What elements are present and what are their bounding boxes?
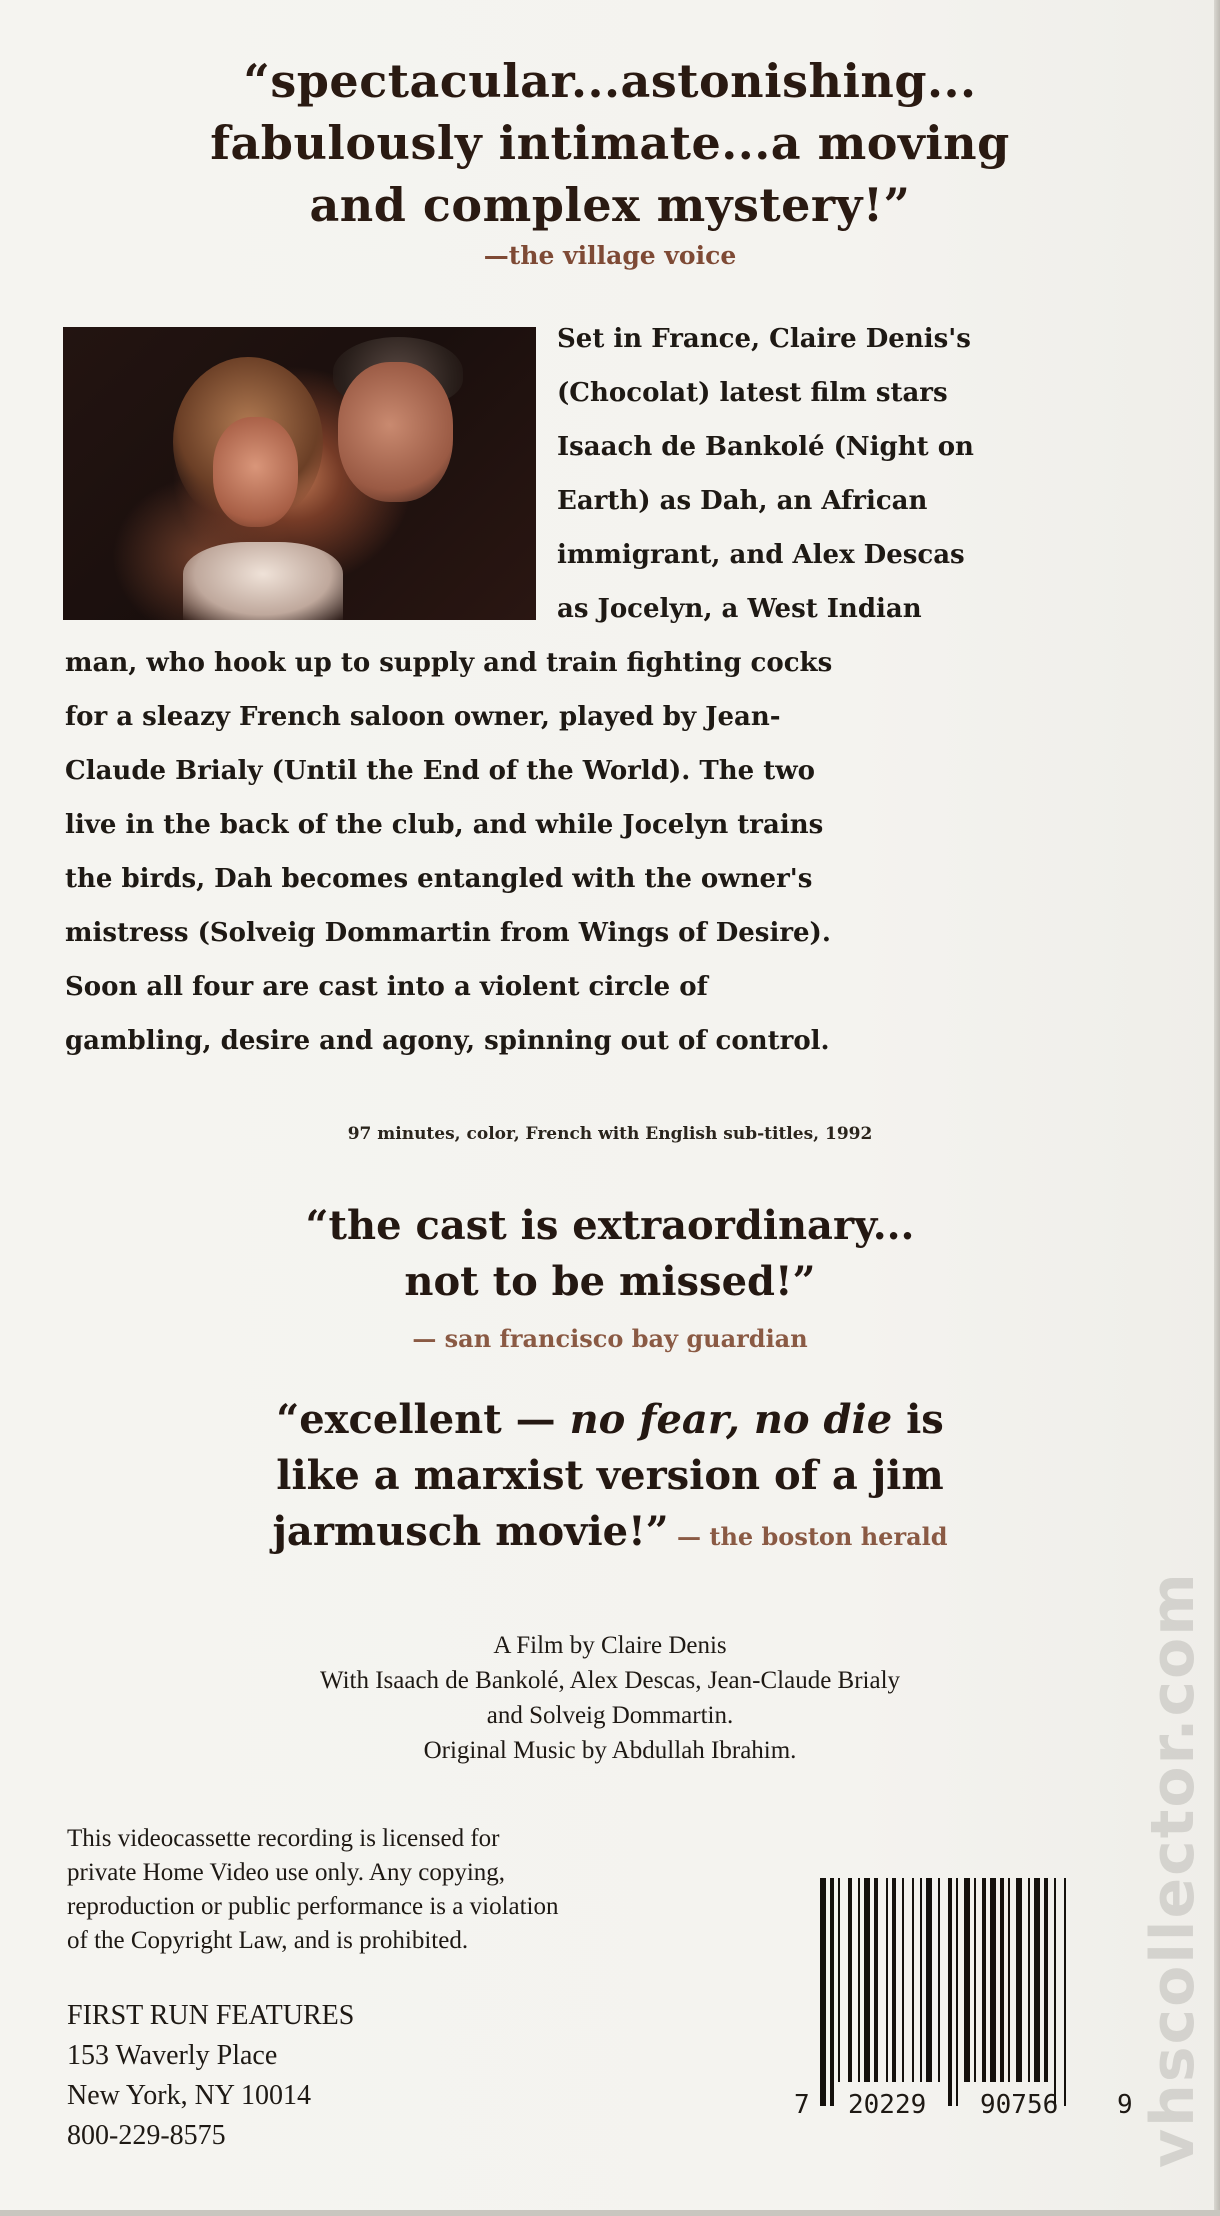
address-line: 153 Waverly Place bbox=[67, 2040, 278, 2071]
license-line: reproduction or public performance is a violation bbox=[67, 1893, 559, 1920]
credit-line: A Film by Claire Denis bbox=[493, 1632, 727, 1659]
watermark-logo: vhscollector.com bbox=[1138, 1571, 1208, 2169]
quote-line: and complex mystery!” bbox=[309, 178, 911, 232]
barcode-bar bbox=[858, 1878, 860, 2082]
distributor-address bbox=[67, 1996, 667, 2156]
quote-text: “excellent — bbox=[276, 1396, 570, 1443]
credit-line: Original Music by Abdullah Ibrahim. bbox=[423, 1737, 797, 1764]
quote-source: — the boston herald bbox=[668, 1522, 948, 1551]
film-credits bbox=[0, 1628, 1220, 1768]
quote-line: “the cast is extraordinary... bbox=[305, 1202, 915, 1249]
cover-edge bbox=[1214, 0, 1220, 2216]
upc-digits bbox=[790, 2090, 1133, 2130]
quote-text: is bbox=[892, 1396, 944, 1443]
quote-source: —the village voice bbox=[483, 241, 737, 270]
license-notice bbox=[67, 1822, 827, 1958]
cover-edge bbox=[0, 2210, 1220, 2216]
barcode-bar bbox=[1008, 1878, 1010, 2082]
synopsis-line: Earth) as Dah, an African bbox=[557, 486, 928, 516]
synopsis-line: live in the back of the club, and while Jocelyn trains bbox=[65, 810, 824, 840]
barcode-bar bbox=[1000, 1878, 1004, 2082]
quote-line: fabulously intimate...a moving bbox=[210, 116, 1010, 170]
barcode-bar bbox=[1034, 1878, 1040, 2082]
upc-digit-group: 90756 bbox=[980, 2090, 1059, 2120]
quote-village-voice bbox=[40, 50, 1180, 236]
synopsis-line: (Chocolat) latest film stars bbox=[557, 378, 948, 408]
credit-line: With Isaach de Bankolé, Alex Descas, Jean-Claude Brialy bbox=[319, 1667, 901, 1694]
barcode-bar bbox=[874, 1878, 878, 2082]
barcode-bar bbox=[838, 1878, 840, 2082]
quote-boston-herald bbox=[0, 1392, 1220, 1565]
license-line: private Home Video use only. Any copying, bbox=[67, 1859, 506, 1886]
synopsis-line: as Jocelyn, a West Indian bbox=[557, 594, 922, 624]
barcode-bar bbox=[938, 1878, 940, 2082]
barcode-bar bbox=[912, 1878, 914, 2082]
photo-man-face bbox=[338, 362, 453, 502]
quote-text: jarmusch movie!” bbox=[272, 1508, 669, 1555]
quote-sf-bay-guardian bbox=[0, 1198, 1220, 1310]
barcode-bar bbox=[830, 1878, 834, 2106]
upc-digit-check: 9 bbox=[1117, 2090, 1133, 2120]
quote-line: like a marxist version of a jim bbox=[276, 1452, 944, 1499]
barcode-bar bbox=[848, 1878, 852, 2082]
barcode-bar bbox=[864, 1878, 870, 2082]
barcode-bar bbox=[974, 1878, 976, 2082]
synopsis-line: the birds, Dah becomes entangled with the owner's bbox=[65, 864, 813, 894]
distributor-name: FIRST RUN FEATURES bbox=[67, 2000, 355, 2031]
barcode-bar bbox=[886, 1878, 888, 2082]
barcode-bar bbox=[820, 1878, 826, 2106]
license-line: of the Copyright Law, and is prohibited. bbox=[67, 1927, 469, 1954]
upc-barcode bbox=[790, 1878, 1120, 2108]
barcode-bar bbox=[902, 1878, 904, 2082]
quote-title-italic: no fear, no die bbox=[569, 1396, 893, 1443]
upc-digit-group: 20229 bbox=[848, 2090, 927, 2120]
synopsis-line: gambling, desire and agony, spinning out of control. bbox=[65, 1026, 830, 1056]
film-details: 97 minutes, color, French with English sub-titles, 1992 bbox=[347, 1124, 873, 1144]
synopsis-line: Set in France, Claire Denis's bbox=[557, 324, 971, 354]
barcode-bar bbox=[956, 1878, 958, 2106]
synopsis-line: Soon all four are cast into a violent circle of bbox=[65, 972, 708, 1002]
credit-line: and Solveig Dommartin. bbox=[486, 1702, 734, 1729]
barcode-bar bbox=[1044, 1878, 1048, 2082]
synopsis-line: immigrant, and Alex Descas bbox=[557, 540, 965, 570]
barcode-bar bbox=[1028, 1878, 1030, 2082]
barcode-bar bbox=[892, 1878, 896, 2082]
barcode-bar bbox=[926, 1878, 932, 2082]
quote-source: — san francisco bay guardian bbox=[412, 1324, 808, 1353]
license-line: This videocassette recording is licensed for bbox=[67, 1825, 500, 1852]
synopsis-line: Isaach de Bankolé (Night on bbox=[557, 432, 974, 462]
barcode-bar bbox=[982, 1878, 986, 2082]
synopsis-line: Claude Brialy (Until the End of the World). The two bbox=[65, 756, 815, 786]
barcode-bar bbox=[1064, 1878, 1066, 2106]
barcode-bar bbox=[920, 1878, 922, 2082]
barcode-bar bbox=[1054, 1878, 1056, 2106]
photo-shirt bbox=[183, 542, 343, 620]
phone-number: 800-229-8575 bbox=[67, 2120, 226, 2151]
quote-line: “spectacular...astonishing... bbox=[243, 54, 977, 108]
barcode-bar bbox=[1016, 1878, 1022, 2082]
quote-line bbox=[0, 1392, 1220, 1448]
synopsis-line: mistress (Solveig Dommartin from Wings of Desire). bbox=[65, 918, 831, 948]
quote-line bbox=[0, 1504, 1220, 1565]
film-still-photo bbox=[63, 327, 536, 620]
upc-digit-system: 7 bbox=[794, 2090, 810, 2120]
quote-line: not to be missed!” bbox=[404, 1258, 816, 1305]
synopsis-line: for a sleazy French saloon owner, played by Jean- bbox=[65, 702, 781, 732]
barcode-bar bbox=[964, 1878, 970, 2082]
synopsis-line: man, who hook up to supply and train fighting cocks bbox=[65, 648, 833, 678]
address-line: New York, NY 10014 bbox=[67, 2080, 311, 2111]
barcode-bar bbox=[990, 1878, 996, 2082]
photo-woman-face bbox=[213, 417, 298, 527]
barcode-bar bbox=[948, 1878, 952, 2106]
